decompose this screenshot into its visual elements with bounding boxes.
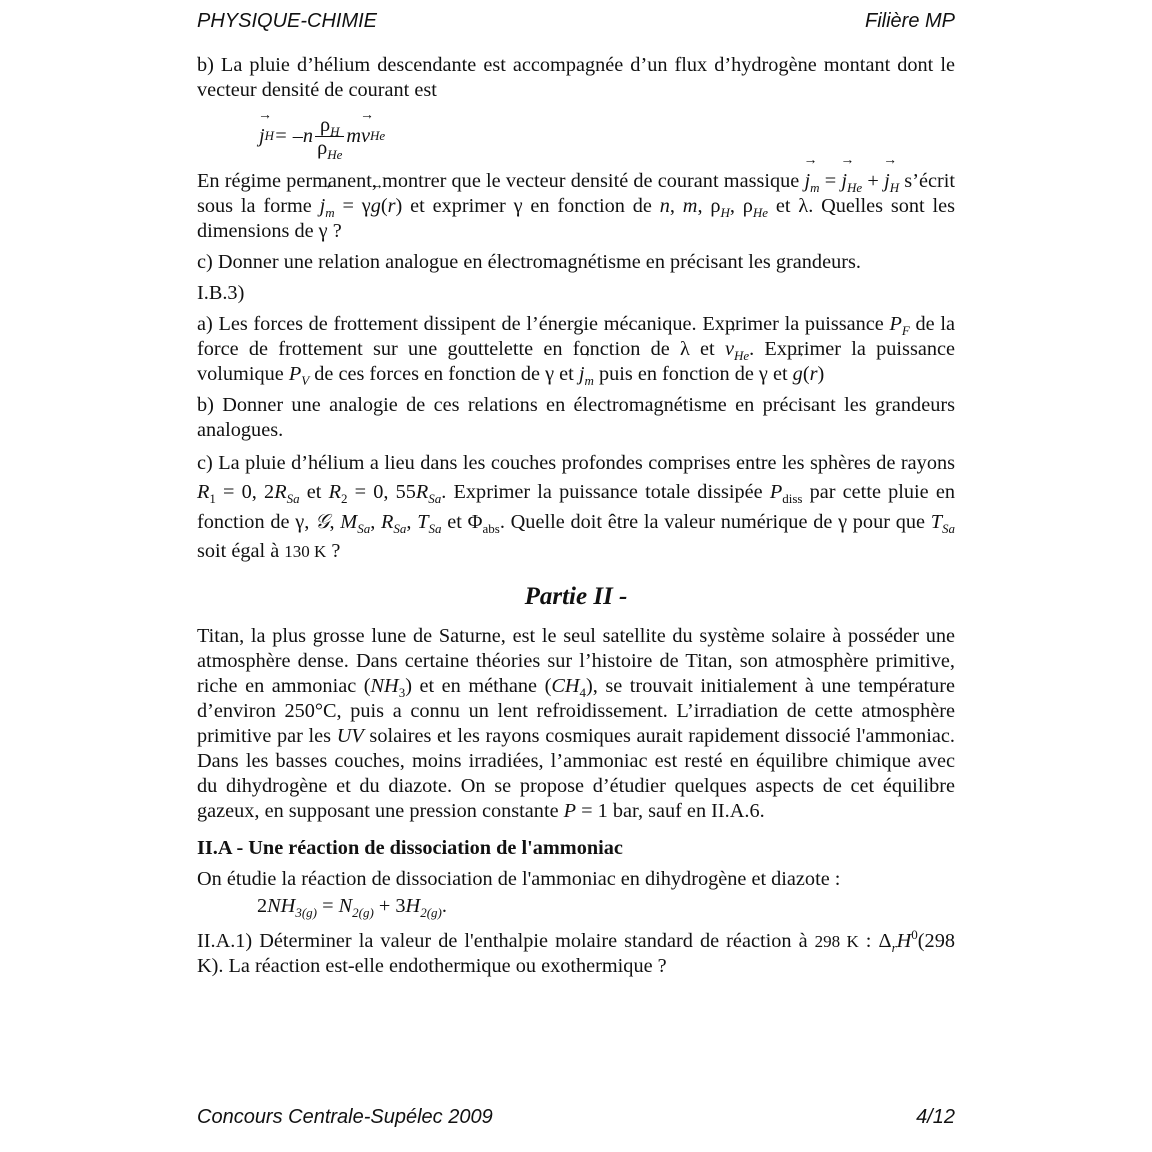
section-ib3-label: I.B.3) xyxy=(197,282,245,304)
question-c-text: c) Donner une relation analogue en électromagnétisme en précisant les grandeurs. xyxy=(197,251,861,273)
page-header xyxy=(197,10,955,36)
page-footer xyxy=(197,1106,955,1132)
question-c3-text: c) La pluie d’hélium a lieu dans les couches profondes comprises entre les sphères de rayons $R_1 = 0$, $2R_{Sa}$ et $R_2 = 0$, $55R_{Sa}$. Exprimer la puissance totale dissipée $P_{diss}$ par cette pluie en fonction de γ, 𝒢, $M_{Sa}$, $R_{Sa}$, $T_{Sa}$ et $\Phi_{abs}$. Quelle doit être la valeur numérique de γ pour que $T_{Sa}$ soit égal à 130 K ? xyxy=(197,452,956,562)
question-a3-text: a) Les forces de frottement dissipent de l’énergie mécanique. Exprimer la puissance $P_F$ de la force de frottement sur une gouttelette en fonction de λ et → $v_{He}$. Exprimer la puissance volumique $P_V$ de ces forces en fonction de γ et → $j_m$ puis en fonction de γ et → g(r) xyxy=(197,312,955,387)
section-ii-a-text: On étudie la réaction de dissociation de l'ammoniac en dihydrogène et diazote : xyxy=(197,868,841,890)
question-b-steady-state: En régime permanent, montrer que le vecteur densité de courant massique → $j_m$ = → $j_{He}$ + → $j_H$ s’écrit sous la forme → $j_m = \gamma\to g(r)$ et exprimer γ en fonction de n, m, $\rho_H$, $\rho_{He}$ et λ. Quelles sont les dimensions de γ ? xyxy=(197,169,955,244)
part-ii-intro: Titan, la plus grosse lune de Saturne, est le seul satellite du système solaire à posséder une atmosphère dense. Dans certaine théories sur l’histoire de Titan, son atmosphère primitive, riche en ammoniac $(NH_3)$ et en méthane $(CH_4)$, se trouvait initialement à une température d’environ 250°C, puis a connu un lent refroidissement. L’irradiation de cette atmosphère primitive par les UV solaires et les rayons cosmiques aurait rapidement dissocié l'ammoniac. Dans les basses couches, moins irradiées, l’ammoniac est resté en équilibre chimique avec du dihydrogène et du diazote. On se propose d’étudier quelques aspects de cet équilibre gazeux, en supposant une pression constante P = 1 bar, sauf en II.A.6. xyxy=(197,625,956,822)
header-track: Filière MP xyxy=(864,10,955,32)
section-ii-a-title: II.A - Une réaction de dissociation de l'ammoniac xyxy=(197,837,623,859)
question-b3-text: b) Donner une analogie de ces relations en électromagnétisme en précisant les grandeurs analogues. xyxy=(197,394,955,441)
equation-dissociation: $2NH_{3(g)} = N_{2(g)} + 3H_{2(g)}$. xyxy=(257,895,447,920)
header-subject: PHYSIQUE-CHIMIE xyxy=(197,10,378,32)
density-fraction: $\frac{\rho_H}{\rho_{He}}$ xyxy=(317,113,343,162)
equation-jh: → j H = –n $\frac{\rho_H}{\rho_{He}}$ m → v He xyxy=(259,109,955,163)
footer-contest: Concours Centrale-Supélec 2009 xyxy=(197,1106,493,1128)
part-ii-title: Partie II - xyxy=(524,583,628,610)
question-ii-a1-text: II.A.1) Déterminer la valeur de l'enthalpie molaire standard de réaction à 298 K : $\Delta_rH^0(298$ K). La réaction est-elle endothermique ou exothermique ? xyxy=(197,927,955,977)
footer-page-number: 4/12 xyxy=(916,1106,955,1128)
question-b-text: b) La pluie d’hélium descendante est accompagnée d’un flux d’hydrogène montant dont le vecteur densité de courant est xyxy=(197,54,955,101)
page-content xyxy=(197,53,955,979)
